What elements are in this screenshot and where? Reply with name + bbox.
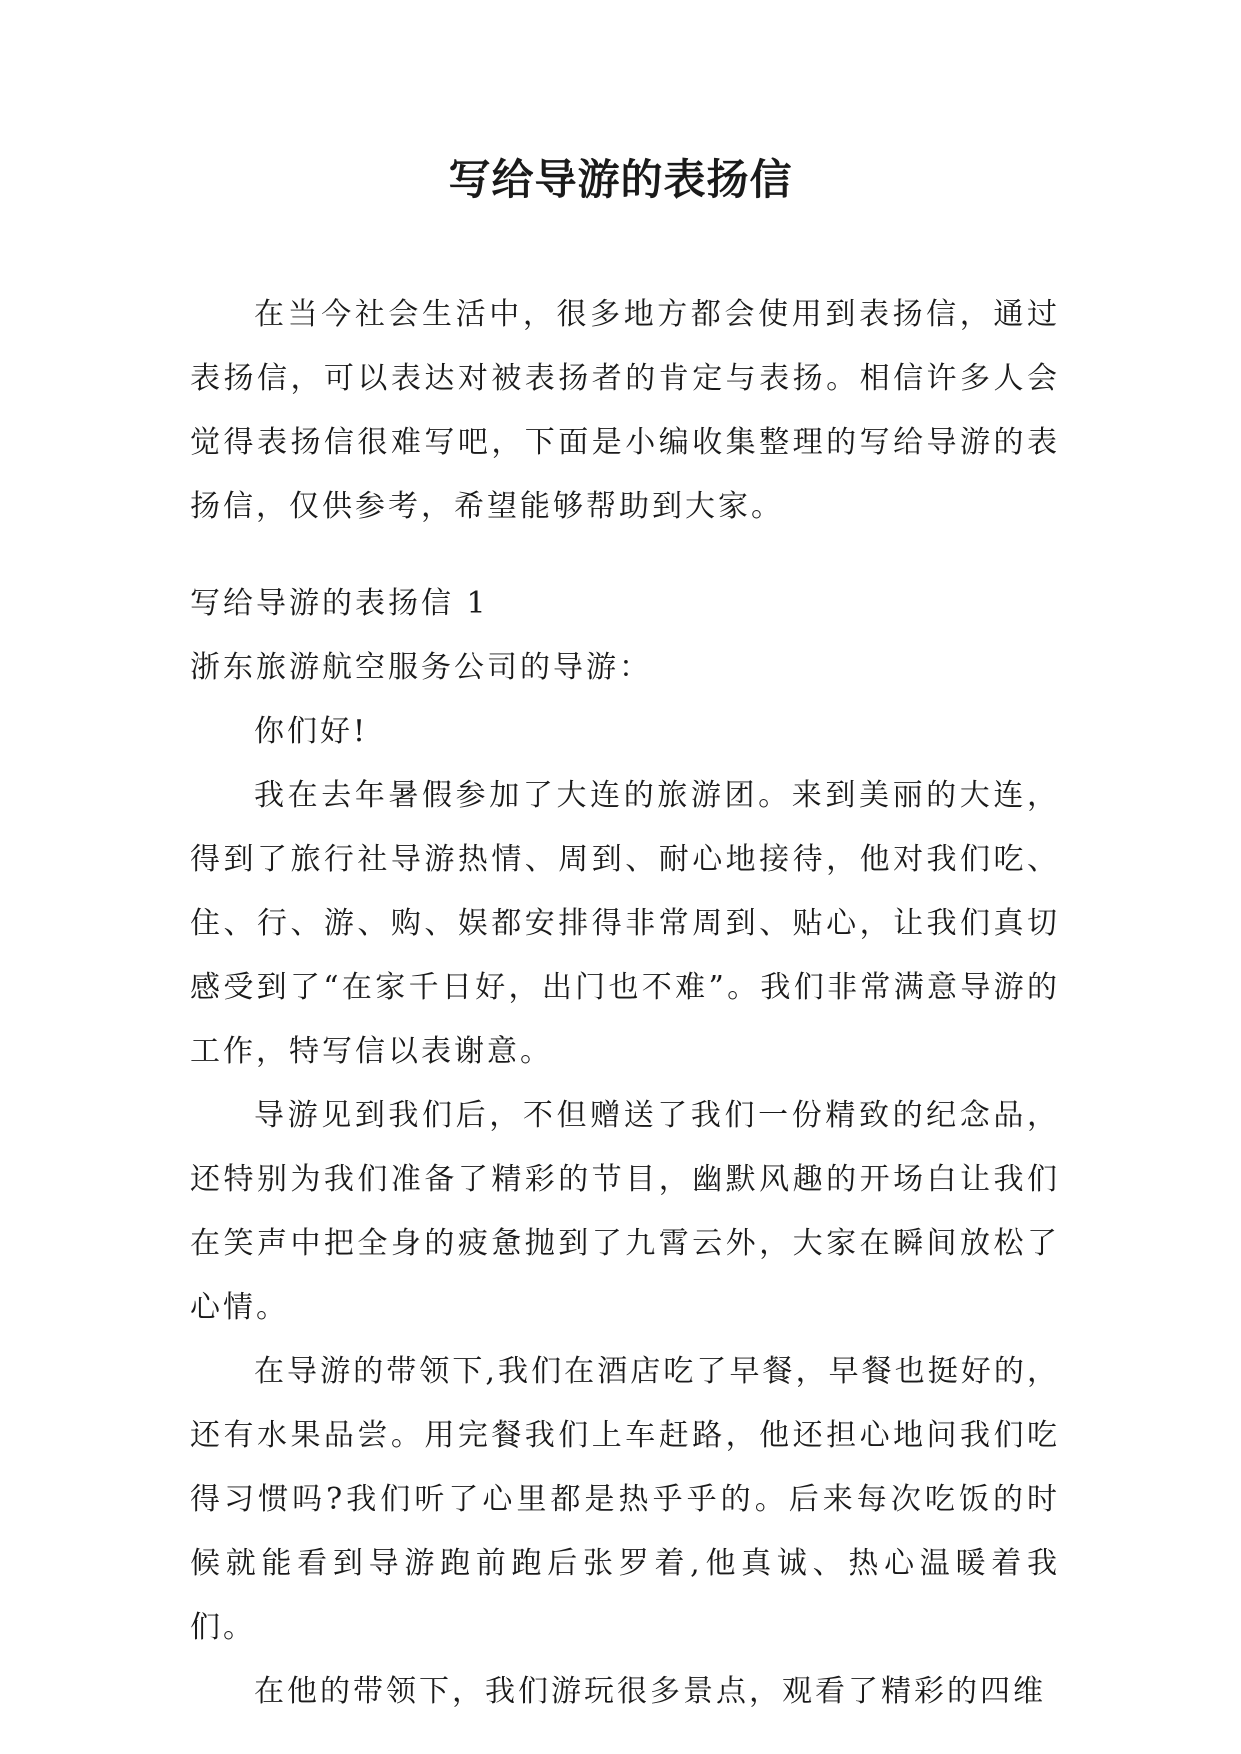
letter-paragraph: 在导游的带领下,我们在酒店吃了早餐，早餐也挺好的，还有水果品尝。用完餐我们上车赶路，他还担心地问我们吃得习惯吗?我们听了心里都是热乎乎的。后来每次吃饭的时候就能看到导游跑前跑后张罗着,他真诚、热心温暖着我们。 xyxy=(190,1354,1060,1645)
section-heading: 写给导游的表扬信 1 xyxy=(190,586,489,621)
letter-body xyxy=(190,572,1060,1724)
intro-paragraph: 在当今社会生活中，很多地方都会使用到表扬信，通过表扬信，可以表达对被表扬者的肯定与表扬。相信许多人会觉得表扬信很难写吧，下面是小编收集整理的写给导游的表扬信，仅供参考，希望能够帮助到大家。 xyxy=(190,297,1060,524)
letter-greeting: 你们好! xyxy=(254,714,369,749)
letter-recipient: 浙东旅游航空服务公司的导游： xyxy=(190,650,652,685)
letter-paragraph: 导游见到我们后，不但赠送了我们一份精致的纪念品，还特别为我们准备了精彩的节目，幽默风趣的开场白让我们在笑声中把全身的疲惫抛到了九霄云外，大家在瞬间放松了心情。 xyxy=(190,1098,1060,1325)
letter-paragraph: 我在去年暑假参加了大连的旅游团。来到美丽的大连，得到了旅行社导游热情、周到、耐心地接待，他对我们吃、住、行、游、购、娱都安排得非常周到、贴心，让我们真切感受到了“在家千日好，出门也不难”。我们非常满意导游的工作，特写信以表谢意。 xyxy=(190,778,1060,1069)
document-title: 写给导游的表扬信 xyxy=(448,155,793,204)
letter-paragraph: 在他的带领下，我们游玩很多景点，观看了精彩的四维 xyxy=(254,1674,1046,1709)
